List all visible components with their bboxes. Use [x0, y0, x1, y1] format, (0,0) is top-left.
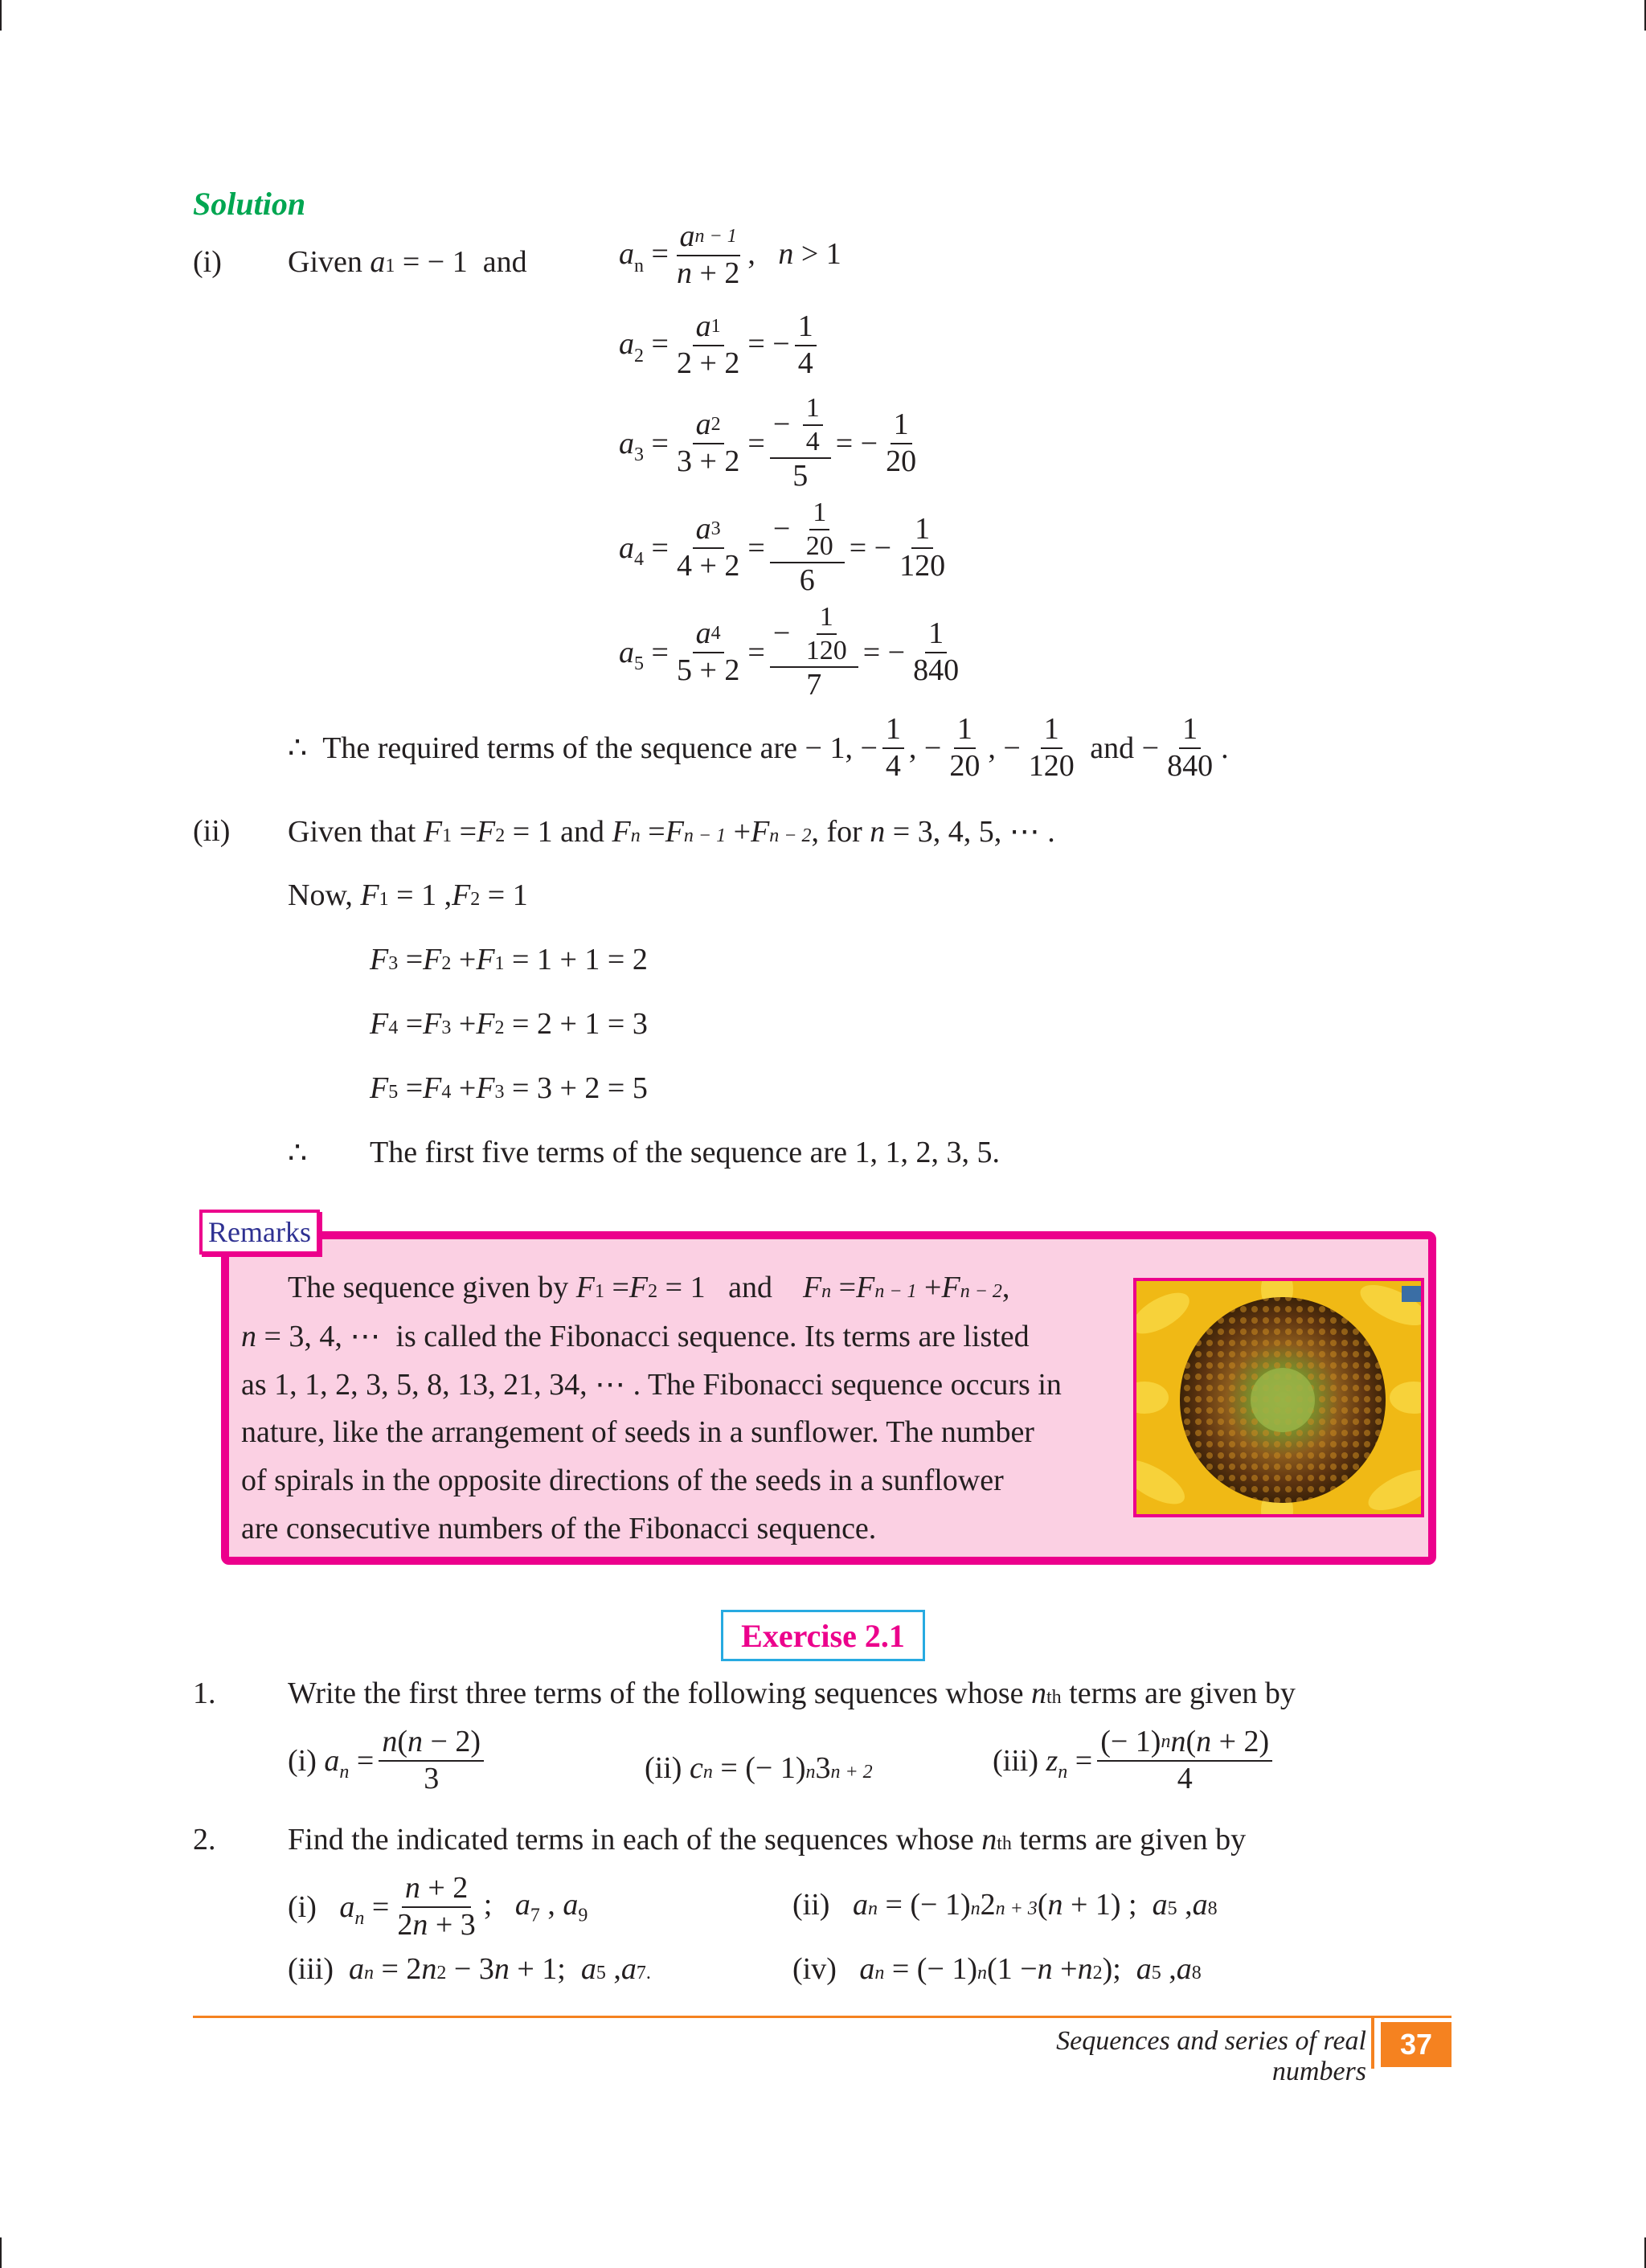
remark-line-1: The sequence given by F 1 = F 2 = 1 and F n = F n − 1 + F n − 2 , — [288, 1271, 1010, 1304]
part-i-conclusion: ∴ The required terms of the sequence are − 1, − $\frac{1}{4}$ , − $\frac{1}{20}$ , − $\frac{1}{120}$ and − $\frac{1}{840}$ . — [288, 712, 1229, 783]
q1-item-i: (i) a $_n$ = n ( n − 2) 3 — [288, 1726, 489, 1795]
q2-item-iii: (iii) a n = 2 n 2 − 3 n + 1; a 5 , a 7. — [288, 1952, 651, 1986]
q1-item-ii: (ii) c n = (− 1) n 3 n + 2 — [645, 1751, 873, 1785]
fib-step-f4: F 4 = F 3 + F 2 = 2 + 1 = 3 — [370, 1007, 648, 1041]
crop-mark-bottom-left — [0, 2237, 2, 2268]
remark-line-4: nature, like the arrangement of seeds in a sunflower. The number — [241, 1415, 1034, 1449]
part-ii-now: Now, F 1 = 1 , F 2 = 1 — [288, 878, 528, 912]
q2-text: Find the indicated terms in each of the sequences whose n th terms are given by — [288, 1823, 1247, 1857]
crop-mark-top-left — [0, 0, 2, 31]
q1-text: Write the first three terms of the following sequences whose n th terms are given by — [288, 1676, 1296, 1710]
part-i-given: Given a 1 = − 1 and — [288, 245, 527, 279]
remark-line-2: n = 3, 4, ⋯ is called the Fibonacci sequence. Its terms are listed — [241, 1320, 1030, 1353]
remark-line-5: of spirals in the opposite directions of the seeds in a sunflower — [241, 1464, 1004, 1497]
part-ii-given: Given that F 1 = F 2 = 1 and F n = F n − 1 + F n − 2 , for n = 3, 4, 5, ⋯ . — [288, 815, 1055, 849]
footer-separator — [1371, 2017, 1374, 2069]
recurrence-formula: a $_n$ = a n − 1 n + 2 , n > 1 — [619, 219, 841, 290]
q1-item-iii: (iii) z $_n$ = (− 1) n n ( n + 2) 4 — [993, 1726, 1277, 1795]
q2-number: 2. — [193, 1823, 216, 1857]
sunflower-photo — [1133, 1278, 1424, 1517]
part-ii-conclusion: The first five terms of the sequence are 1, 1, 2, 3, 5. — [370, 1136, 1001, 1169]
given-word: Given — [288, 245, 362, 279]
exercise-title: Exercise 2.1 — [721, 1610, 925, 1661]
term-a3: a $_3$ = a 2 3 + 2 = − $\frac{1}{4}$ 5 = − $\frac{1}{20}$ — [619, 393, 917, 493]
term-a2: a $_2$ = a 1 2 + 2 = − $\frac{1}{4}$ — [619, 309, 821, 380]
remark-line-3: as 1, 1, 2, 3, 5, 8, 13, 21, 34, ⋯ . The Fibonacci sequence occurs in — [241, 1368, 1062, 1402]
and-word: and — [482, 245, 527, 279]
q2-item-i: (i) a $_n$ = n + 2 2 n + 3 ; $a_7$ , $a_9$ — [288, 1871, 588, 1942]
q1-number: 1. — [193, 1676, 216, 1710]
remark-line-6: are consecutive numbers of the Fibonacci sequence. — [241, 1512, 877, 1545]
term-a5: a $_5$ = a 4 5 + 2 = − $\frac{1}{120}$ 7 = − $\frac{1}{840}$ — [619, 602, 960, 702]
part-i-label: (i) — [193, 245, 222, 279]
part-ii-label: (ii) — [193, 814, 231, 848]
page-number: 37 — [1381, 2022, 1452, 2067]
solution-heading: Solution — [193, 186, 306, 222]
therefore-symbol: ∴ — [288, 1136, 308, 1170]
q2-item-ii: (ii) a n = (− 1) n 2 n + 3 ( n + 1) ; a 5 , a 8 — [792, 1888, 1218, 1922]
footer-book-title: Sequences and series of real numbers — [1056, 2026, 1366, 2086]
footer-rule — [193, 2016, 1452, 2018]
fib-step-f5: F 5 = F 4 + F 3 = 3 + 2 = 5 — [370, 1071, 648, 1105]
remarks-tab: Remarks — [199, 1210, 320, 1255]
sunflower-image — [1136, 1281, 1421, 1514]
fib-step-f3: F 3 = F 2 + F 1 = 1 + 1 = 2 — [370, 943, 648, 976]
term-a4: a $_4$ = a 3 4 + 2 = − $\frac{1}{20}$ 6 = − $\frac{1}{120}$ — [619, 497, 946, 598]
q2-item-iv: (iv) a n = (− 1) n (1 − n + n 2 ); a 5 , a 8 — [792, 1952, 1202, 1986]
